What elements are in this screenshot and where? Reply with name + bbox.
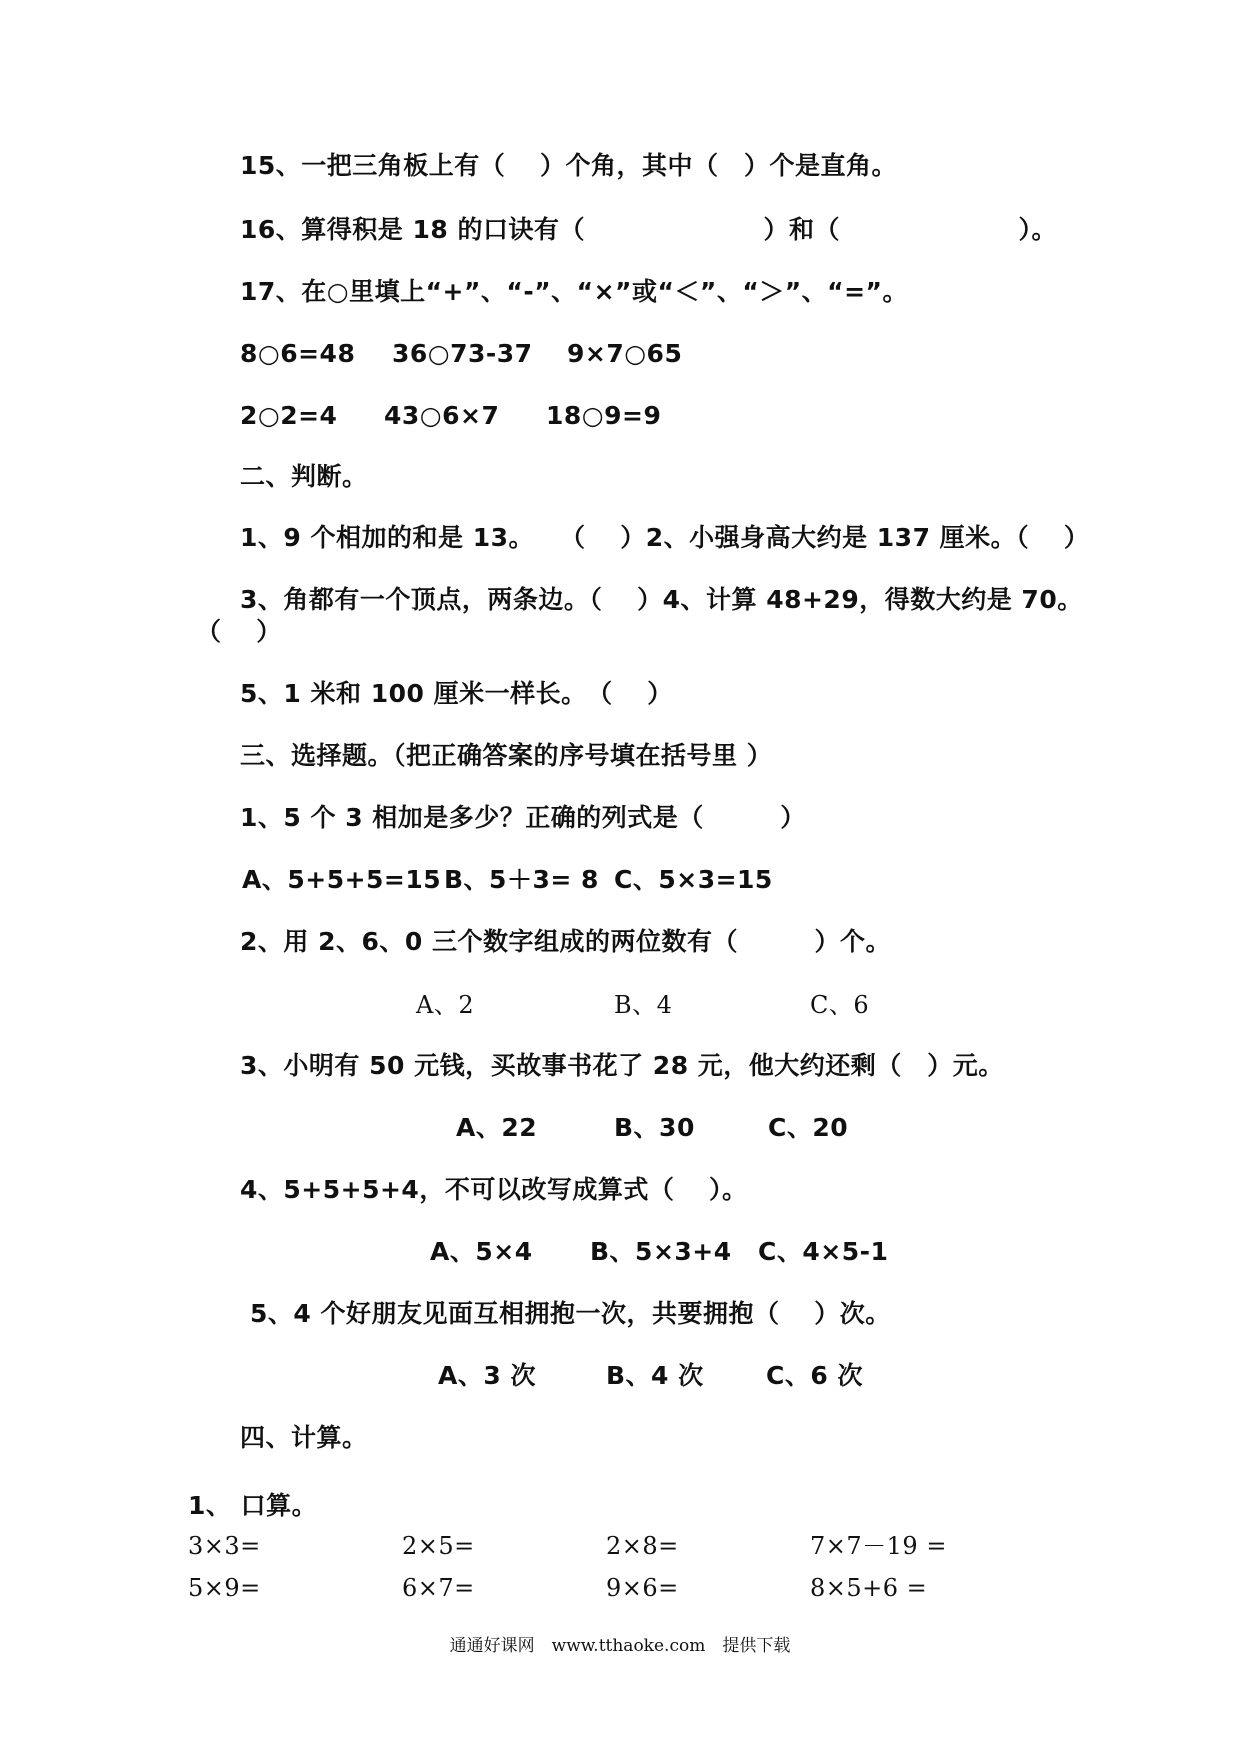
choice-3-option-c: C、20 [768, 1113, 849, 1142]
judge-question-1-2: 1、9 个相加的和是 13。 （ ）2、小强身高大约是 137 厘米。（ ） [240, 523, 1090, 552]
judge-question-3-4: 3、角都有一个顶点，两条边。（ ）4、计算 48+29，得数大约是 70。 [240, 585, 1083, 614]
choice-5-option-c: C、6 次 [766, 1361, 863, 1390]
mental-math-5x9: 5×9= [188, 1574, 261, 1602]
choice-3-option-b: B、30 [614, 1113, 695, 1142]
judge-question-5: 5、1 米和 100 厘米一样长。 （ ） [240, 679, 673, 708]
choice-4-option-c: C、4×5-1 [758, 1237, 889, 1266]
expression-8o6: 8○6=48 [240, 339, 356, 368]
mental-math-7x7-19: 7×7－19 = [810, 1532, 947, 1560]
choice-5-option-b: B、4 次 [606, 1361, 704, 1390]
compute-sub-heading: 1、 口算。 [188, 1491, 318, 1520]
section-compute-heading: 四、计算。 [240, 1423, 368, 1452]
choice-2-option-a: A、2 [416, 991, 475, 1019]
mental-math-3x3: 3×3= [188, 1532, 261, 1560]
mental-math-9x6: 9×6= [606, 1574, 679, 1602]
choice-2-option-b: B、4 [614, 991, 673, 1019]
expression-43o6x7: 43○6×7 [384, 401, 500, 430]
expression-9x7o65: 9×7○65 [567, 339, 683, 368]
choice-1-option-a: A、5+5+5=15 [242, 865, 442, 894]
choice-2-option-c: C、6 [810, 991, 870, 1019]
expression-18o9: 18○9=9 [546, 401, 662, 430]
choice-4-option-a: A、5×4 [430, 1237, 533, 1266]
choice-question-5: 5、4 个好朋友见面互相拥抱一次，共要拥抱（ ）次。 [250, 1299, 891, 1328]
mental-math-2x5: 2×5= [402, 1532, 475, 1560]
choice-4-option-b: B、5×3+4 [590, 1237, 732, 1266]
question-15: 15、一把三角板上有（ ）个角，其中（ ）个是直角。 [240, 151, 897, 180]
choice-question-2: 2、用 2、6、0 三个数字组成的两位数有（ ）个。 [240, 927, 891, 956]
section-judge-heading: 二、判断。 [240, 462, 368, 491]
mental-math-2x8: 2×8= [606, 1532, 679, 1560]
download-footer: 通通好课网 www.tthaoke.com 提供下载 [449, 1636, 791, 1656]
choice-question-1: 1、5 个 3 相加是多少？正确的列式是（ ） [240, 803, 806, 832]
mental-math-6x7: 6×7= [402, 1574, 475, 1602]
question-16: 16、算得积是 18 的口诀有（ ）和（ ）。 [240, 215, 1057, 244]
expression-36o73: 36○73-37 [392, 339, 533, 368]
choice-question-4: 4、5+5+5+4，不可以改写成算式（ ）。 [240, 1175, 748, 1204]
section-choice-heading: 三、选择题。（把正确答案的序号填在括号里 ） [240, 741, 773, 770]
choice-3-option-a: A、22 [456, 1113, 538, 1142]
choice-1-option-c: C、5×3=15 [614, 865, 773, 894]
choice-1-option-b: B、5＋3= 8 [444, 865, 599, 894]
question-17: 17、在○里填上“+”、“-”、“×”或“＜”、“＞”、“=”。 [240, 277, 908, 306]
judge-question-4-bracket: （ ） [196, 617, 282, 646]
choice-5-option-a: A、3 次 [438, 1361, 536, 1390]
expression-2o2: 2○2=4 [240, 401, 338, 430]
mental-math-8x5+6: 8×5+6 = [810, 1574, 928, 1602]
choice-question-3: 3、小明有 50 元钱，买故事书花了 28 元，他大约还剩（ ）元。 [240, 1051, 1004, 1080]
